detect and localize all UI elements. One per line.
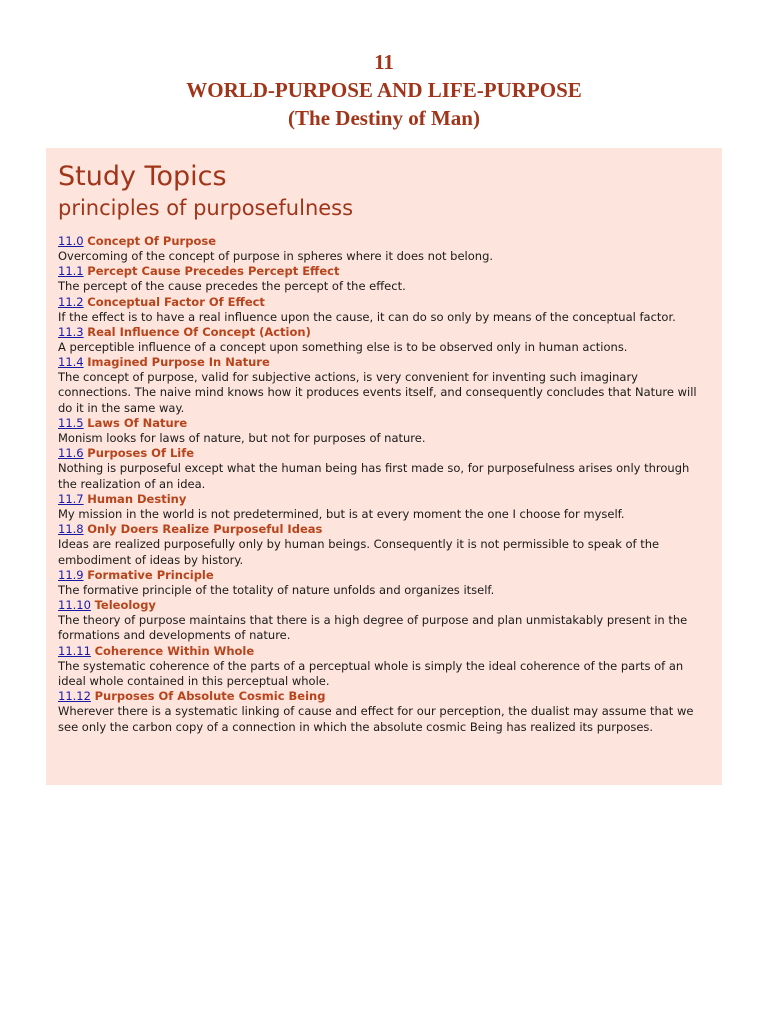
- topic-title[interactable]: Percept Cause Precedes Percept Effect: [87, 264, 340, 279]
- topic-description: The percept of the cause precedes the percept of the effect.: [58, 279, 406, 294]
- topic-description: The formative principle of the totality of nature unfolds and organizes itself.: [58, 582, 495, 597]
- topic-title[interactable]: Human Destiny: [87, 491, 187, 506]
- chapter-title: WORLD-PURPOSE AND LIFE-PURPOSE: [186, 78, 582, 102]
- topic-item: [58, 492, 710, 522]
- topic-number-link[interactable]: 11.11: [58, 643, 91, 658]
- topic-description: The theory of purpose maintains that there is a high degree of purpose and plan unmistakably present in the formations and developments of nature.: [58, 613, 688, 643]
- topic-title[interactable]: Formative Principle: [87, 567, 214, 582]
- topic-title[interactable]: Real Influence Of Concept (Action): [87, 324, 311, 339]
- chapter-number: 11: [374, 50, 394, 74]
- topic-item: [58, 325, 710, 355]
- topic-item: [58, 446, 710, 492]
- topic-title[interactable]: Purposes Of Absolute Cosmic Being: [94, 689, 326, 704]
- topic-title[interactable]: Concept Of Purpose: [87, 234, 216, 248]
- topic-description: The systematic coherence of the parts of a perceptual whole is simply the ideal coherence of the parts of an ideal whole contained in this perceptual whole.: [58, 658, 684, 689]
- topic-title[interactable]: Coherence Within Whole: [94, 643, 255, 658]
- study-topics-panel: [46, 148, 722, 785]
- topic-heading: [58, 264, 710, 279]
- topic-heading: [58, 644, 710, 659]
- topic-number-link[interactable]: 11.1: [58, 264, 84, 279]
- topic-heading: [58, 598, 710, 613]
- topic-description: Overcoming of the concept of purpose in spheres where it does not belong.: [58, 249, 494, 263]
- topic-heading: [58, 416, 710, 431]
- topic-number-link[interactable]: 11.3: [58, 324, 84, 339]
- topic-heading: [58, 325, 710, 340]
- topic-description: If the effect is to have a real influence upon the cause, it can do so only by means of the conceptual factor.: [58, 309, 676, 324]
- topic-description: The concept of purpose, valid for subjective actions, is very convenient for inventing such imaginary connections. The naive mind knows how it produces events itself, and consequently concludes that Nature will do it in the same way.: [58, 370, 697, 415]
- topic-number-link[interactable]: 11.8: [58, 522, 84, 537]
- chapter-header: [0, 48, 768, 132]
- topic-item: [58, 264, 710, 294]
- topic-heading: [58, 492, 710, 507]
- topic-heading: [58, 446, 710, 461]
- chapter-subtitle: (The Destiny of Man): [288, 106, 480, 130]
- topic-title[interactable]: Laws Of Nature: [87, 416, 188, 431]
- panel-subtitle: principles of purposefulness: [58, 196, 354, 220]
- topic-item: [58, 234, 710, 264]
- topic-description: Wherever there is a systematic linking of cause and effect for our perception, the dualist may assume that we see only the carbon copy of a connection in which the absolute cosmic Being has realized its purposes.: [58, 704, 694, 734]
- topic-number-link[interactable]: 11.10: [58, 598, 91, 613]
- topic-item: [58, 416, 710, 446]
- topic-number-link[interactable]: 11.4: [58, 355, 84, 370]
- topic-item: [58, 644, 710, 690]
- topic-description: A perceptible influence of a concept upon something else is to be observed only in human actions.: [58, 339, 628, 354]
- topic-description: Ideas are realized purposefully only by human beings. Consequently it is not permissible to speak of the embodiment of ideas by history.: [58, 537, 660, 567]
- topic-item: [58, 295, 710, 325]
- topic-heading: [58, 355, 710, 370]
- topic-number-link[interactable]: 11.6: [58, 446, 84, 461]
- topic-number-link[interactable]: 11.12: [58, 689, 91, 704]
- topic-number-link[interactable]: 11.7: [58, 491, 84, 506]
- topic-title[interactable]: Conceptual Factor Of Effect: [87, 294, 265, 309]
- topic-item: [58, 522, 710, 568]
- topic-title[interactable]: Only Doers Realize Purposeful Ideas: [87, 522, 323, 537]
- topic-number-link[interactable]: 11.5: [58, 416, 84, 431]
- topic-heading: [58, 522, 710, 537]
- topic-number-link[interactable]: 11.0: [58, 234, 84, 248]
- topic-title[interactable]: Imagined Purpose In Nature: [87, 355, 270, 370]
- topic-heading: [58, 234, 710, 249]
- topic-description: Monism looks for laws of nature, but not for purposes of nature.: [58, 431, 426, 446]
- topic-description: Nothing is purposeful except what the human being has first made so, for purposefulness arises only through the realization of an idea.: [58, 461, 690, 491]
- topic-description: My mission in the world is not predetermined, but is at every moment the one I choose for myself.: [58, 506, 625, 521]
- topic-title[interactable]: Teleology: [94, 598, 156, 613]
- topic-item: [58, 598, 710, 644]
- topic-title[interactable]: Purposes Of Life: [87, 446, 195, 461]
- topic-heading: [58, 295, 710, 310]
- panel-title: Study Topics: [58, 161, 227, 192]
- topic-item: [58, 355, 710, 416]
- topic-number-link[interactable]: 11.2: [58, 294, 84, 309]
- topic-item: [58, 568, 710, 598]
- topic-heading: [58, 689, 710, 704]
- topic-heading: [58, 568, 710, 583]
- topic-number-link[interactable]: 11.9: [58, 567, 84, 582]
- topic-item: [58, 689, 710, 735]
